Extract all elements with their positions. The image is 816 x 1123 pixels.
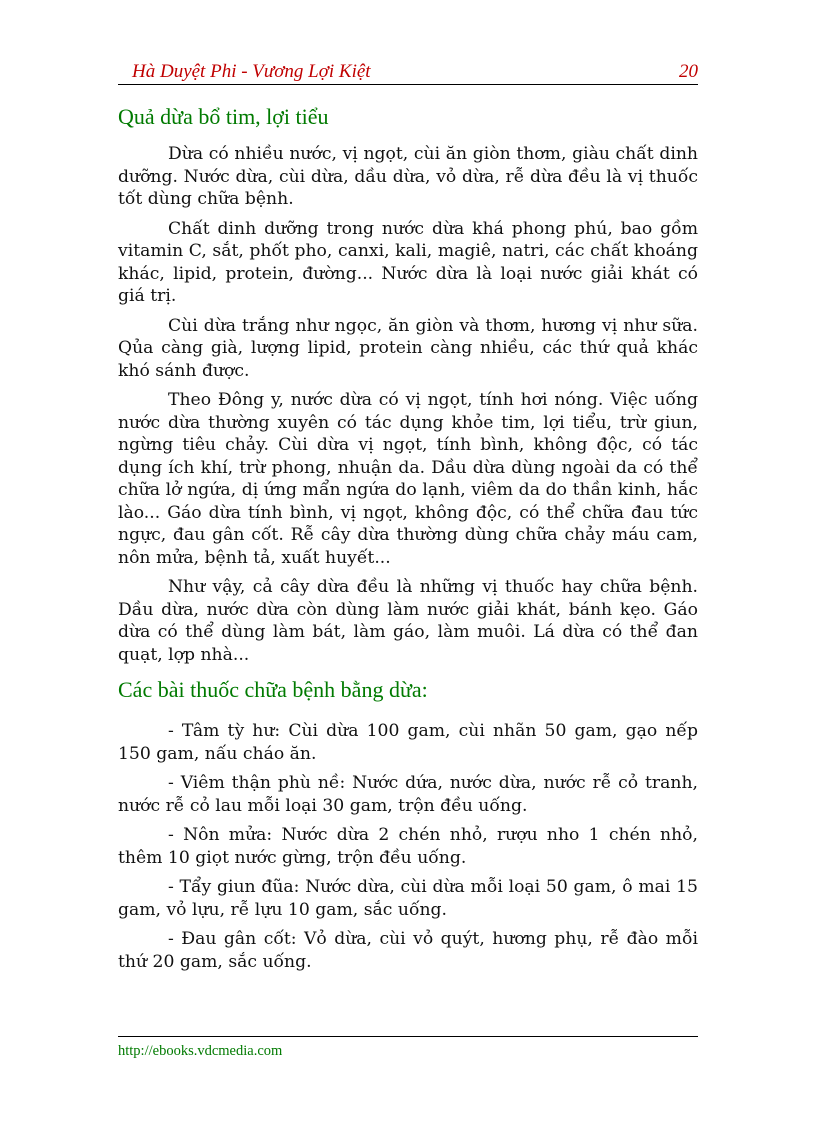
paragraph: Dừa có nhiều nước, vị ngọt, cùi ăn giòn thơm, giàu chất dinh dưỡng. Nước dừa, cùi dừa, dầu dừa, vỏ dừa, rễ dừa đều là vị thuốc tốt dùng chữa bệnh. bbox=[118, 144, 698, 209]
page-number: 20 bbox=[679, 61, 698, 82]
paragraph: Cùi dừa trắng như ngọc, ăn giòn và thơm, hương vị như sữa. Qủa càng già, lượng lipid, protein càng nhiều, các thứ quả khác khó sánh được. bbox=[118, 315, 698, 381]
paragraph: Theo Đông y, nước dừa có vị ngọt, tính hơi nóng. Việc uống nước dừa thường xuyên có tác dụng khỏe tim, lợi tiểu, trừ giun, ngừng tiêu chảy. Cùi dừa vị ngọt, tính bình, không độc, có tác dụng ích khí, trừ phong, nhuận da. Dầu dừa dùng ngoài da có thể chữa lở ngứa, dị ứng mẩn ngứa do lạnh, viêm da do thần kinh, hắc lào... Gáo dừa tính bình, vị ngọt, không độc, có thể chữa đau tức ngực, đau gân cốt. Rễ cây dừa thường dùng chữa chảy máu cam, nôn mửa, bệnh tả, xuất huyết... bbox=[118, 390, 698, 568]
page-header bbox=[118, 58, 698, 85]
remedy-item: - Viêm thận phù nề: Nước dứa, nước dừa, nước rễ cỏ tranh, nước rễ cỏ lau mỗi loại 30 gam, trộn đều uống. bbox=[118, 773, 698, 816]
page-content bbox=[118, 103, 698, 980]
header-title: Hà Duyệt Phi - Vương Lợi Kiệt bbox=[132, 61, 371, 82]
paragraph: Như vậy, cả cây dừa đều là những vị thuốc hay chữa bệnh. Dầu dừa, nước dừa còn dùng làm nước giải khát, bánh kẹo. Gáo dừa có thể dùng làm bát, làm gáo, làm muôi. Lá dừa có thể đan quạt, lợp nhà... bbox=[118, 577, 698, 665]
remedy-item: - Đau gân cốt: Vỏ dừa, cùi vỏ quýt, hương phụ, rễ đào mỗi thứ 20 gam, sắc uống. bbox=[118, 929, 698, 972]
section-heading-coconut: Quả dừa bổ tim, lợi tiểu bbox=[118, 104, 329, 129]
paragraph: Chất dinh dưỡng trong nước dừa khá phong phú, bao gồm vitamin C, sắt, phốt pho, canxi, kali, magiê, natri, các chất khoáng khác, lipid, protein, đường... Nước dừa là loại nước giải khát có giá trị. bbox=[118, 218, 698, 306]
remedy-item: - Tẩy giun đũa: Nước dừa, cùi dừa mỗi loại 50 gam, ô mai 15 gam, vỏ lựu, rễ lựu 10 gam, sắc uống. bbox=[118, 877, 698, 920]
remedy-item: - Nôn mửa: Nước dừa 2 chén nhỏ, rượu nho 1 chén nhỏ, thêm 10 giọt nước gừng, trộn đều uống. bbox=[118, 825, 698, 868]
section-heading-remedies: Các bài thuốc chữa bệnh bằng dừa: bbox=[118, 677, 428, 702]
footer-url: http://ebooks.vdcmedia.com bbox=[118, 1043, 283, 1059]
remedy-item: - Tâm tỳ hư: Cùi dừa 100 gam, cùi nhãn 50 gam, gạo nếp 150 gam, nấu cháo ăn. bbox=[118, 721, 698, 764]
page-footer bbox=[118, 1036, 698, 1060]
